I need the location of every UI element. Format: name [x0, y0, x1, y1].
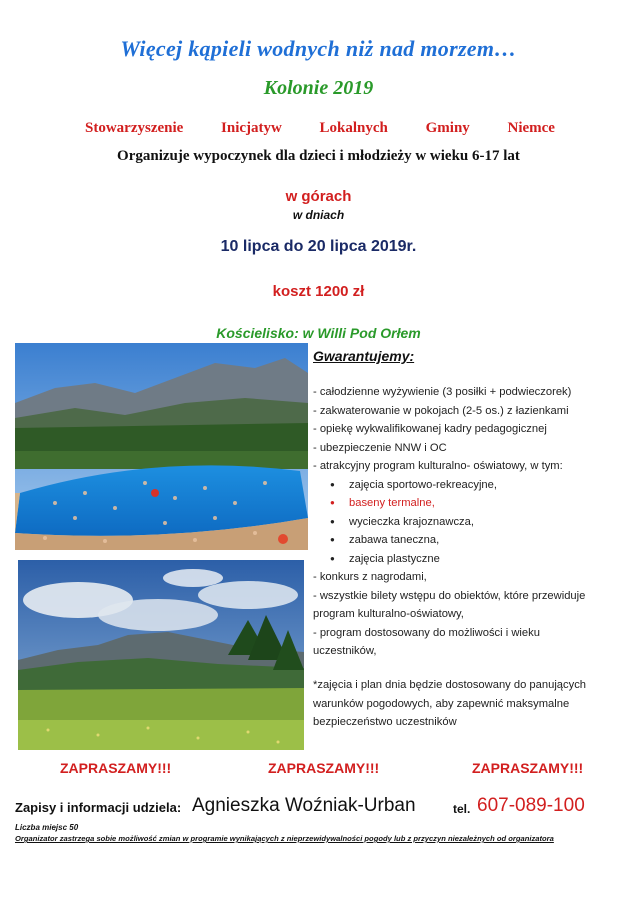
trip-location: w górach	[285, 188, 352, 205]
trip-dates: 10 lipca do 20 lipca 2019r.	[220, 238, 417, 255]
pool-photo-graphic	[15, 343, 308, 550]
contact-name: Agnieszka Woźniak-Urban	[192, 795, 416, 816]
invite-label: ZAPRASZAMY!!!	[60, 760, 172, 776]
guarantee-list	[313, 383, 633, 661]
organizer-name	[85, 120, 555, 137]
phone-label: tel.	[453, 802, 471, 816]
page-subtitle: Kolonie 2019	[263, 77, 374, 99]
guarantee-heading: Gwarantujemy:	[313, 348, 415, 364]
organizer-word: Lokalnych	[319, 120, 388, 136]
trip-dates-label: w dniach	[292, 208, 345, 222]
organizer-word: Stowarzyszenie	[85, 120, 184, 136]
list-item: - atrakcyjny program kulturalno- oświatowy, w tym:	[313, 460, 563, 472]
list-item: - ubezpieczenie NNW i OC	[313, 441, 447, 454]
phone-number: 607-089-100	[477, 795, 585, 816]
contact-label: Zapisy i informacji udziela:	[15, 800, 182, 815]
mountain-photo	[18, 560, 304, 750]
places-count: Liczba miejsc 50	[15, 823, 79, 832]
list-item: - opiekę wykwalifikowanej kadry pedagogicznej	[313, 423, 547, 435]
note-line: warunków pogodowych, aby zapewnić maksymalne	[313, 697, 570, 710]
disclaimer: Organizator zastrzega sobie możliwość zmian w programie wynikających z nieprzewidywalności pogody lub z przyczyn niezależnych od organizatora	[15, 834, 554, 843]
sub-list-item: ● baseny termalne,	[313, 494, 633, 513]
list-item: uczestników,	[313, 645, 377, 657]
list-item: - całodzienne wyżywienie (3 posiłki + podwieczorek)	[313, 386, 572, 398]
sub-list-item: ● zabawa taneczna,	[313, 531, 633, 550]
organizer-word: Niemce	[507, 120, 555, 136]
mountain-photo-graphic	[18, 560, 304, 750]
trip-cost: koszt 1200 zł	[272, 283, 365, 300]
page-title: Więcej kąpieli wodnych niż nad morzem…	[120, 36, 517, 61]
organizer-word: Gminy	[425, 120, 470, 136]
trip-venue: Kościelisko: w Willi Pod Orłem	[216, 325, 421, 341]
list-item: - zakwaterowanie w pokojach (2-5 os.) z łazienkami	[313, 404, 569, 417]
sub-list-item: ● wycieczka krajoznawcza,	[313, 513, 633, 532]
organizer-line: Organizuje wypoczynek dla dzieci i młodzieży w wieku 6-17 lat	[117, 148, 520, 164]
invite-label: ZAPRASZAMY!!!	[472, 760, 584, 776]
sub-list-item: ● zajęcia plastyczne	[313, 550, 633, 569]
note-line: *zajęcia i plan dnia będzie dostosowany do panujących	[313, 679, 587, 691]
invite-label: ZAPRASZAMY!!!	[268, 760, 380, 776]
pool-photo	[15, 343, 308, 550]
organizer-word: Inicjatyw	[221, 120, 282, 136]
list-item: - konkurs z nagrodami,	[313, 571, 427, 583]
list-item: - program dostosowany do możliwości i wieku	[313, 626, 540, 639]
list-item: - wszystkie bilety wstępu do obiektów, które przewiduje	[313, 589, 586, 602]
note-line: bezpieczeństwo uczestników	[313, 716, 457, 728]
list-item: program kulturalno-oświatowy,	[313, 608, 464, 620]
sub-list-item: ● zajęcia sportowo-rekreacyjne,	[313, 476, 633, 495]
weather-note	[313, 676, 623, 732]
